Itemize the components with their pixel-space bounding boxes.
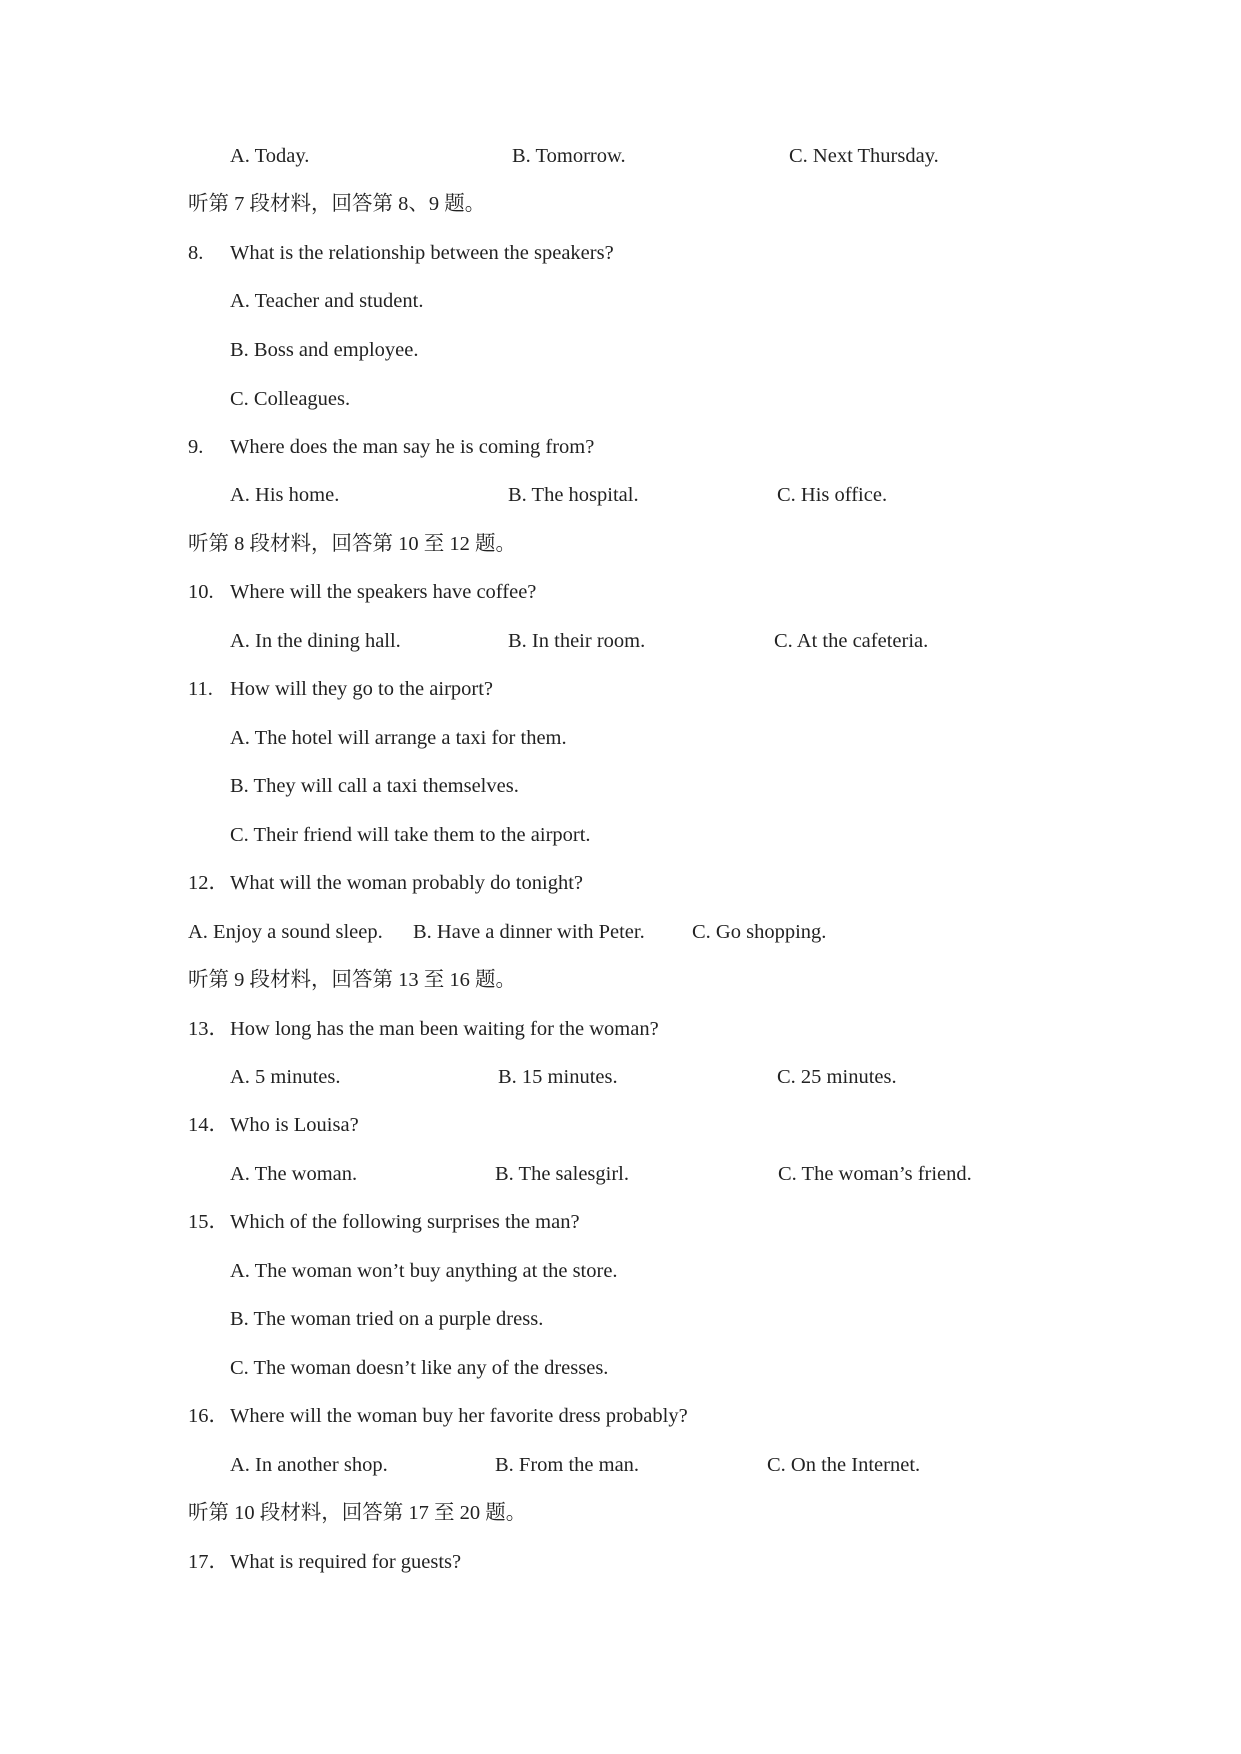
section-instruction: 听第 7 段材料，回答第 8、9 题。 — [188, 193, 486, 215]
option-a: A. In the dining hall. — [230, 630, 401, 652]
section-instruction: 听第 8 段材料，回答第 10 至 12 题。 — [188, 533, 516, 555]
question-text: What is the relationship between the speakers? — [230, 242, 614, 264]
option-b: B. Have a dinner with Peter. — [413, 921, 645, 943]
option-a: A. 5 minutes. — [230, 1066, 341, 1088]
question-text: How long has the man been waiting for the woman? — [230, 1018, 659, 1040]
option-b: B. From the man. — [495, 1454, 640, 1476]
question-number: 16． — [188, 1405, 229, 1427]
option: C. Their friend will take them to the airport. — [230, 824, 591, 846]
option-a: A. Enjoy a sound sleep. — [188, 921, 383, 943]
question-number: 13． — [188, 1018, 229, 1040]
section-instruction: 听第 9 段材料，回答第 13 至 16 题。 — [188, 969, 516, 991]
question-text: Where does the man say he is coming from? — [230, 436, 595, 458]
option: B. Boss and employee. — [230, 339, 419, 361]
option-b: B. 15 minutes. — [498, 1066, 618, 1088]
option: B. They will call a taxi themselves. — [230, 775, 519, 797]
option: A. The woman won’t buy anything at the store. — [230, 1260, 618, 1282]
option-c: C. Next Thursday. — [789, 145, 939, 167]
option: C. Colleagues. — [230, 388, 351, 410]
option-a: A. In another shop. — [230, 1454, 388, 1476]
option-b: B. The hospital. — [508, 484, 639, 506]
option-c: C. On the Internet. — [767, 1454, 921, 1476]
section-instruction: 听第 10 段材料，回答第 17 至 20 题。 — [188, 1502, 527, 1524]
question-text: Where will the speakers have coffee? — [230, 581, 537, 603]
question-text: What is required for guests? — [230, 1551, 462, 1573]
question-number: 11. — [188, 678, 213, 700]
question-number: 15． — [188, 1211, 229, 1233]
option: C. The woman doesn’t like any of the dresses. — [230, 1357, 609, 1379]
option-b: B. Tomorrow. — [512, 145, 626, 167]
option-b: B. In their room. — [508, 630, 646, 652]
option-c: C. At the cafeteria. — [774, 630, 929, 652]
question-number: 12． — [188, 872, 229, 894]
question-text: Who is Louisa? — [230, 1114, 359, 1136]
question-number: 17． — [188, 1551, 229, 1573]
option: A. Teacher and student. — [230, 290, 424, 312]
option-a: A. His home. — [230, 484, 340, 506]
option-c: C. His office. — [777, 484, 888, 506]
option-a: A. Today. — [230, 145, 310, 167]
option-b: B. The salesgirl. — [495, 1163, 629, 1185]
option-c: C. Go shopping. — [692, 921, 827, 943]
question-number: 9. — [188, 436, 204, 458]
option: A. The hotel will arrange a taxi for them. — [230, 727, 567, 749]
question-text: Where will the woman buy her favorite dress probably? — [230, 1405, 688, 1427]
option-c: C. The woman’s friend. — [778, 1163, 972, 1185]
option-a: A. The woman. — [230, 1163, 358, 1185]
question-number: 14． — [188, 1114, 229, 1136]
question-number: 8. — [188, 242, 204, 264]
question-text: How will they go to the airport? — [230, 678, 494, 700]
option: B. The woman tried on a purple dress. — [230, 1308, 544, 1330]
question-text: What will the woman probably do tonight? — [230, 872, 583, 894]
option-c: C. 25 minutes. — [777, 1066, 897, 1088]
question-text: Which of the following surprises the man? — [230, 1211, 580, 1233]
question-number: 10. — [188, 581, 214, 603]
